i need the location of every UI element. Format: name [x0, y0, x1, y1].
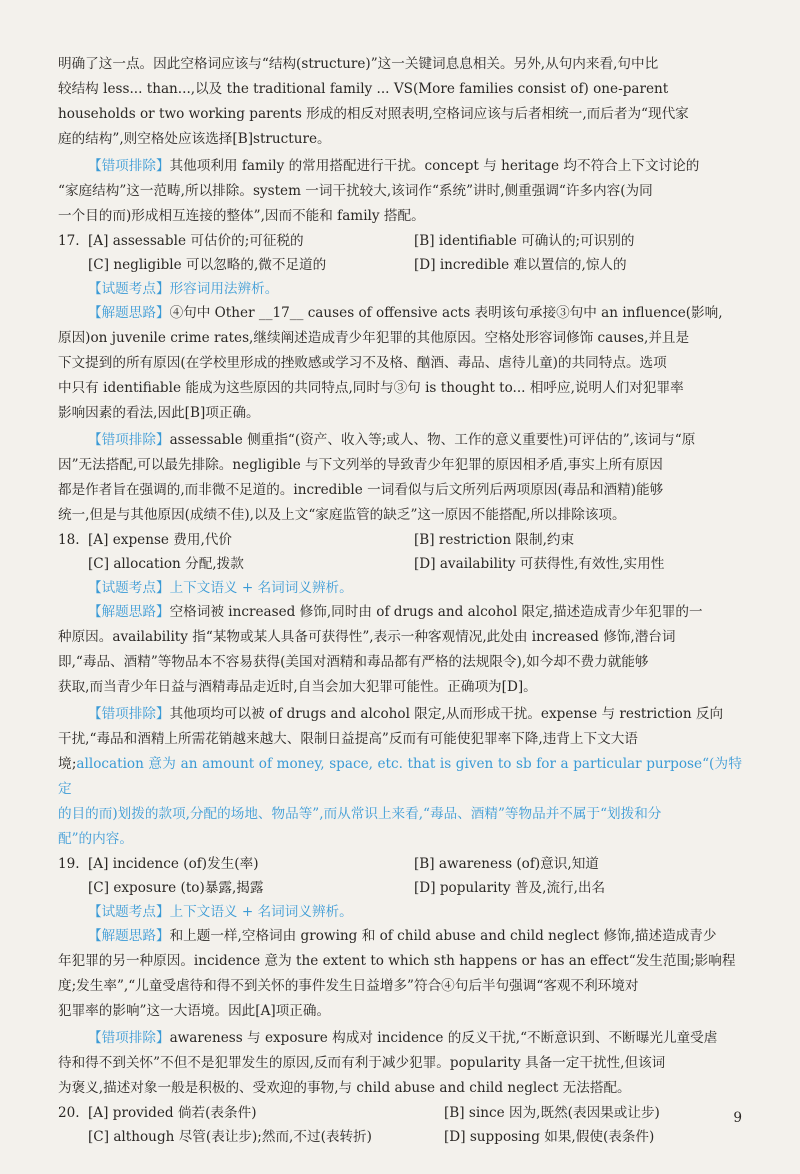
text-line: 种原因。availability 指“某物或某人具备可获得性”,表示一种客观情况,此处由 increased 修饰,潜台词 — [58, 629, 676, 645]
option-c: [C] exposure (to)暴露,揭露 — [88, 880, 264, 896]
section-tag: 【错项排除】 — [88, 158, 170, 174]
text-line: 原因)on juvenile crime rates,继续阐述造成青少年犯罪的其他原因。空格处形容词修饰 causes,并且是 — [58, 330, 690, 346]
option-a: [A] expense 费用,代价 — [88, 532, 232, 548]
option-row — [58, 1101, 742, 1125]
text-line: 【解题思路】和上题一样,空格词由 growing 和 of child abuse and child neglect 修饰,描述造成青少 — [88, 928, 717, 944]
text-line: 【解题思路】空格词被 increased 修饰,同时由 of drugs and alcohol 限定,描述造成青少年犯罪的一 — [88, 604, 703, 620]
text-line: 【错项排除】其他项均可以被 of drugs and alcohol 限定,从而形成干扰。expense 与 restriction 反向 — [88, 706, 724, 722]
option-b: [B] awareness (of)意识,知道 — [414, 856, 599, 872]
text-line: 较结构 less... than...,以及 the traditional family ... VS(More families consist of) one-parent — [58, 81, 669, 97]
text-line: 为褒义,描述对象一般是积极的、受欢迎的事物,与 child abuse and child neglect 无法搭配。 — [58, 1080, 631, 1096]
text-line: 庭的结构”,则空格处应该选择[B]structure。 — [58, 131, 331, 147]
option-row — [58, 852, 742, 876]
q16-exclusion — [58, 154, 742, 229]
question-number: 20. — [58, 1105, 80, 1121]
option-row — [58, 1125, 742, 1149]
option-row — [58, 253, 742, 277]
option-row — [58, 552, 742, 576]
text-line: 一个目的而)形成相互连接的整体”,因而不能和 family 搭配。 — [58, 208, 425, 224]
text-line: 因”无法搭配,可以最先排除。negligible 与下文列举的导致青少年犯罪的原因相矛盾,事实上所有原因 — [58, 457, 663, 473]
option-b: [B] since 因为,既然(表因果或让步) — [444, 1105, 660, 1121]
question-17 — [58, 229, 742, 528]
text-line: 获取,而当青少年日益与酒精毒品走近时,自当会加大犯罪可能性。正确项为[D]。 — [58, 679, 537, 695]
option-b: [B] restriction 限制,约束 — [414, 532, 575, 548]
option-c: [C] although 尽管(表让步);然而,不过(表转折) — [88, 1129, 372, 1145]
text-line: 即,“毒品、酒精”等物品本不容易获得(美国对酒精和毒品都有严格的法规限令),如今却不费力就能够 — [58, 654, 649, 670]
option-c: [C] allocation 分配,拨款 — [88, 556, 244, 572]
option-d: [D] popularity 普及,流行,出名 — [414, 880, 606, 896]
text-line: “家庭结构”这一范畴,所以排除。system 一词干扰较大,该词作“系统”讲时,侧重强调“许多内容(为同 — [58, 183, 653, 199]
page-number: 9 — [733, 1110, 742, 1126]
option-a: [A] provided 倘若(表条件) — [88, 1105, 257, 1121]
text-line: households or two working parents 形成的相反对照表明,空格词应该与后者相统一,而后者为“现代家 — [58, 106, 689, 122]
question-20 — [58, 1101, 742, 1149]
option-row — [58, 229, 742, 253]
question-18 — [58, 528, 742, 852]
question-number: 17. — [58, 233, 80, 249]
option-a: [A] incidence (of)发生(率) — [88, 856, 259, 872]
text-line: 统一,但是与其他原因(成绩不佳),以及上文“家庭监管的缺乏”这一原因不能搭配,所以排除该项。 — [58, 507, 626, 523]
text-line: 明确了这一点。因此空格词应该与“结构(structure)”这一关键词息息相关。另外,从句内来看,句中比 — [58, 56, 659, 72]
question-number: 18. — [58, 532, 80, 548]
option-c: [C] negligible 可以忽略的,微不足道的 — [88, 257, 327, 273]
text-line: 影响因素的看法,因此[B]项正确。 — [58, 405, 260, 421]
text-line: 【错项排除】awareness 与 exposure 构成对 incidence 的反义干扰,“不断意识到、不断曝光儿童受虐 — [88, 1030, 718, 1046]
question-number: 19. — [58, 856, 80, 872]
test-point: 【试题考点】上下文语义 + 名词词义辨析。 — [88, 580, 353, 596]
text-line: 度;发生率”,“儿童受虐待和得不到关怀的事件发生日益增多”符合④句后半句强调“客观不利环境对 — [58, 978, 639, 994]
text-line: 的目的而)划拨的款项,分配的场地、物品等”,而从常识上来看,“毒品、酒精”等物品并不属于“划拨和分 — [58, 806, 662, 822]
option-b: [B] identifiable 可确认的;可识别的 — [414, 233, 635, 249]
text-line: 都是作者旨在强调的,而非微不足道的。incredible 一词看似与后文所列后两项原因(毒品和酒精)能够 — [58, 482, 664, 498]
top-paragraph — [58, 52, 742, 152]
text-line: 犯罪率的影响”这一大语境。因此[A]项正确。 — [58, 1003, 331, 1019]
option-d: [D] supposing 如果,假使(表条件) — [444, 1129, 655, 1145]
question-19 — [58, 852, 742, 1101]
text-line: 【错项排除】其他项利用 family 的常用搭配进行干扰。concept 与 heritage 均不符合上下文讨论的 — [88, 158, 700, 174]
option-d: [D] incredible 难以置信的,惊人的 — [414, 257, 627, 273]
text-line: 干扰,“毒品和酒精上所需花销越来越大、限制日益提高”反而有可能使犯罪率下降,违背上下文大语 — [58, 731, 638, 747]
text-line: 中只有 identifiable 能成为这些原因的共同特点,同时与③句 is thought to... 相呼应,说明人们对犯罪率 — [58, 380, 684, 396]
option-a: [A] assessable 可估价的;可征税的 — [88, 233, 304, 249]
option-row — [58, 876, 742, 900]
text-line: 境;allocation 意为 an amount of money, space, etc. that is given to sb for a particular purpose“(为特定 — [58, 756, 742, 797]
text-line: 【错项排除】assessable 侧重指“(资产、收入等;或人、物、工作的意义重要性)可评估的”,该词与“原 — [88, 432, 696, 448]
option-d: [D] availability 可获得性,有效性,实用性 — [414, 556, 665, 572]
text-line: 年犯罪的另一种原因。incidence 意为 the extent to which sth happens or has an effect“发生范围;影响程 — [58, 953, 736, 969]
text-line: 【解题思路】④句中 Other __17__ causes of offensive acts 表明该句承接③句中 an influence(影响, — [88, 305, 723, 321]
test-point: 【试题考点】形容词用法辨析。 — [88, 281, 279, 297]
text-line: 下文提到的所有原因(在学校里形成的挫败感或学习不及格、酗酒、毒品、虐待儿童)的共同特点。选项 — [58, 355, 667, 371]
option-row — [58, 528, 742, 552]
test-point: 【试题考点】上下文语义 + 名词词义辨析。 — [88, 904, 353, 920]
text-line: 待和得不到关怀”不但不是犯罪发生的原因,反而有利于减少犯罪。popularity 具备一定干扰性,但该词 — [58, 1055, 666, 1071]
text-line: 配”的内容。 — [58, 831, 133, 847]
